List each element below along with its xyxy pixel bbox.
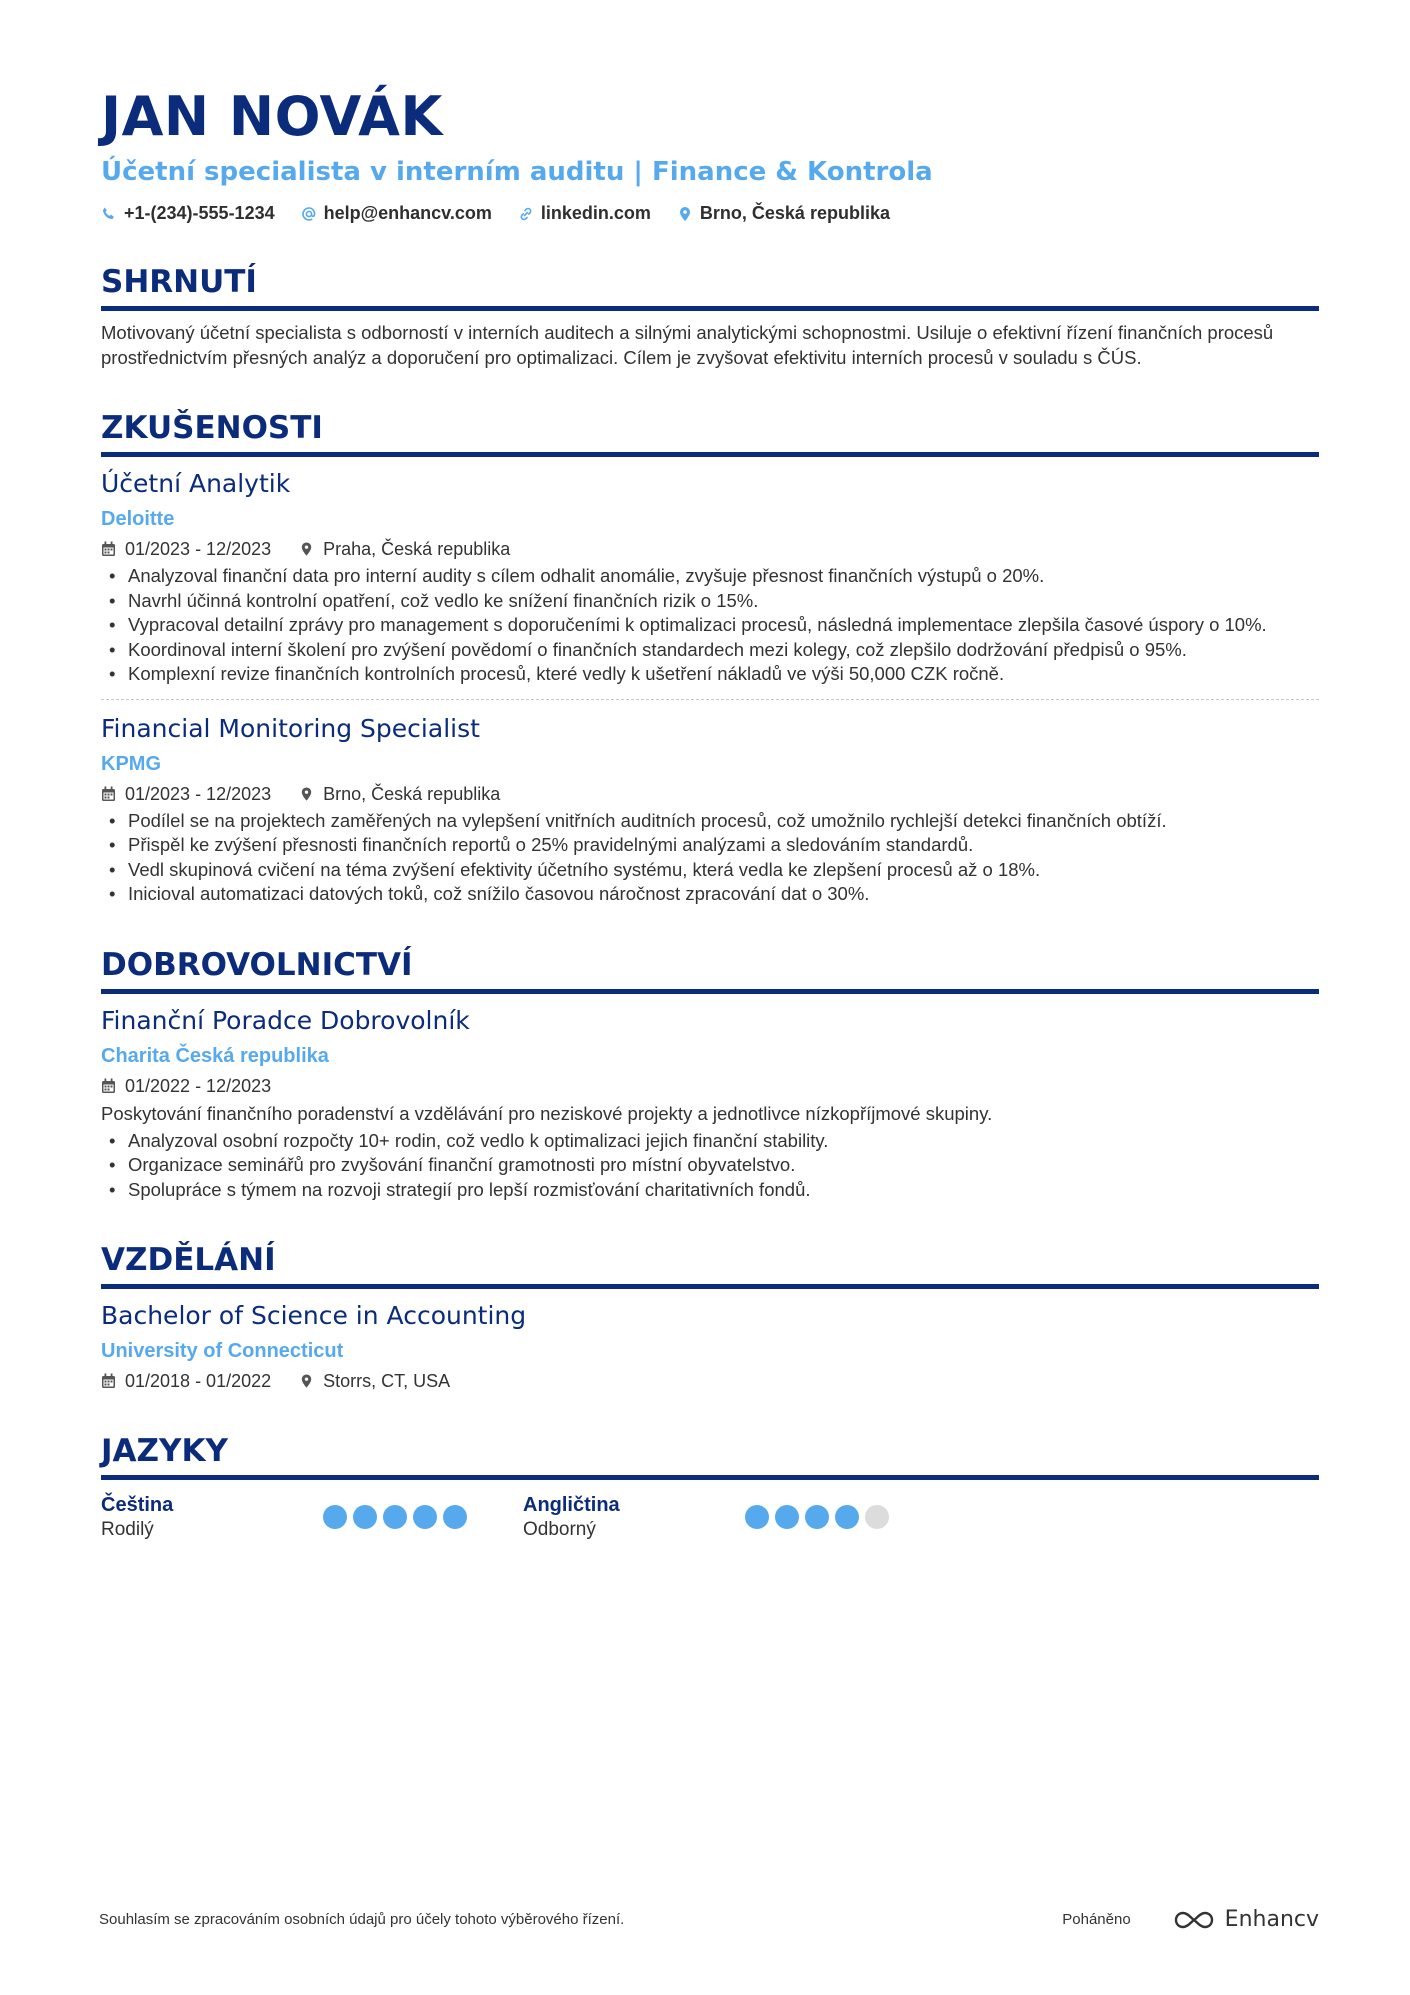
job-location	[299, 537, 510, 561]
education-dates	[101, 1369, 271, 1393]
education-dates-text: 01/2018 - 01/2022	[125, 1371, 272, 1391]
rating-dot-filled	[383, 1505, 407, 1529]
list-item: • Přispěl ke zvýšení přesnosti finančních reportů o 25% pravidelnými analýzami a sledováním standardů.	[101, 833, 1319, 858]
rating-dot-filled	[323, 1505, 347, 1529]
language-name: Čeština	[101, 1494, 174, 1516]
enhancv-logo-icon	[1171, 1908, 1217, 1932]
job-title: Financial Monitoring Specialist	[101, 713, 480, 743]
list-item: • Navrhl účinná kontrolní opatření, což vedlo ke snížení finančních rizik o 15%.	[101, 589, 1319, 614]
school-name: University of Connecticut	[101, 1340, 344, 1362]
job-dates-text: 01/2023 - 12/2023	[125, 539, 272, 559]
calendar-icon	[101, 1373, 116, 1389]
rating-dot-filled	[745, 1505, 769, 1529]
volunteering-section	[101, 945, 1319, 1203]
rating-dot-filled	[413, 1505, 437, 1529]
volunteering-entry	[101, 994, 1319, 1203]
education-heading: VZDĚLÁNÍ	[101, 1240, 1319, 1289]
calendar-icon	[101, 786, 116, 802]
summary-section	[101, 262, 1319, 370]
volunteer-description: Poskytování finančního poradenství a vzdělávání pro neziskové projekty a jednotlivce nízkopříjmové skupiny.	[101, 1102, 993, 1124]
list-item: • Inicioval automatizaci datových toků, což snížilo časovou náročnost zpracování dat o 30%.	[101, 882, 1319, 907]
contact-linkedin[interactable]	[518, 203, 651, 224]
language-name: Angličtina	[523, 1494, 620, 1516]
calendar-icon	[101, 1078, 116, 1094]
contact-bar	[101, 203, 1319, 224]
contact-email-text: help@enhancv.com	[323, 203, 492, 223]
language-text	[523, 1492, 745, 1542]
list-item: • Vypracoval detailní zprávy pro management s doporučeními k optimalizaci procesů, následná implementace zlepšila časové úspory o 10%.	[101, 613, 1319, 638]
job-bullets	[101, 564, 1319, 687]
language-item	[523, 1492, 945, 1542]
job-location-text: Brno, Česká republika	[323, 783, 501, 804]
rating-dot-filled	[353, 1505, 377, 1529]
job-dates	[101, 782, 271, 806]
job-meta	[101, 782, 1319, 806]
location-icon	[299, 1373, 314, 1389]
volunteering-heading: DOBROVOLNICTVÍ	[101, 945, 1319, 994]
list-item: • Podílel se na projektech zaměřených na vylepšení vnitřních auditních procesů, což umožnilo rychlejší detekci finančních obtíží.	[101, 809, 1319, 834]
language-rating	[323, 1505, 467, 1542]
job-dates	[101, 537, 271, 561]
experience-entry	[101, 457, 1319, 687]
language-item	[101, 1492, 523, 1542]
language-rating	[745, 1505, 889, 1542]
company-name: KPMG	[101, 752, 161, 775]
rating-dot-filled	[775, 1505, 799, 1529]
experience-entry	[101, 699, 1319, 907]
resume-page	[101, 85, 1319, 1542]
job-dates-text: 01/2023 - 12/2023	[125, 783, 272, 804]
volunteer-dates-text: 01/2022 - 12/2023	[125, 1075, 272, 1096]
summary-text: Motivovaný účetní specialista s odborností v interních auditech a silnými analytickými schopnostmi. Usiluje o efektivní řízení finančních procesů prostřednictvím přesných analýz a doporučení pro optimalizaci. Cílem je zvyšovat efektivitu interních procesů v souladu s ČÚS.	[101, 322, 1274, 368]
list-item: • Organizace seminářů pro zvyšování finanční gramotnosti pro místní obyvatelstvo.	[101, 1153, 1319, 1178]
location-icon	[299, 541, 314, 557]
contact-phone[interactable]	[101, 203, 275, 224]
job-meta	[101, 537, 1319, 561]
enhancv-logo[interactable]	[1171, 1907, 1319, 1932]
experience-heading: ZKUŠENOSTI	[101, 408, 1319, 457]
languages-section	[101, 1431, 1319, 1542]
candidate-title: Účetní specialista v interním auditu | Finance & Kontrola	[101, 157, 933, 187]
education-entry	[101, 1289, 1319, 1393]
rating-dot-filled	[805, 1505, 829, 1529]
phone-icon	[101, 206, 117, 222]
candidate-name: JAN NOVÁK	[101, 85, 443, 148]
rating-dot-filled	[443, 1505, 467, 1529]
language-level: Odborný	[523, 1519, 596, 1540]
list-item: • Vedl skupinová cvičení na téma zvýšení efektivity účetního systému, která vedla ke zlepšení procesů až o 18%.	[101, 858, 1319, 883]
languages-heading: JAZYKY	[101, 1431, 1319, 1480]
job-title: Účetní Analytik	[101, 469, 291, 498]
rating-dot-filled	[835, 1505, 859, 1529]
experience-section	[101, 408, 1319, 907]
location-icon	[677, 206, 693, 222]
volunteer-bullets	[101, 1129, 1319, 1203]
language-level: Rodilý	[101, 1519, 154, 1540]
calendar-icon	[101, 541, 116, 557]
volunteer-meta	[101, 1074, 1319, 1098]
education-meta	[101, 1369, 1319, 1393]
languages-list	[101, 1492, 1319, 1542]
list-item: • Analyzoval osobní rozpočty 10+ rodin, což vedlo k optimalizaci jejich finanční stability.	[101, 1129, 1319, 1154]
degree-title: Bachelor of Science in Accounting	[101, 1301, 527, 1330]
list-item: • Analyzoval finanční data pro interní audity s cílem odhalit anomálie, zvyšuje přesnost finančních výstupů o 20%.	[101, 564, 1319, 589]
education-location	[299, 1369, 450, 1393]
contact-location-text: Brno, Česká republika	[699, 203, 890, 223]
list-item: • Komplexní revize finančních kontrolních procesů, které vedly k ušetření nákladů ve výši 50,000 CZK ročně.	[101, 662, 1319, 687]
brand-name: Enhancv	[1224, 1907, 1319, 1932]
contact-phone-text: +1-(234)-555-1234	[124, 203, 275, 223]
volunteer-role: Finanční Poradce Dobrovolník	[101, 1005, 470, 1035]
contact-linkedin-text: linkedin.com	[540, 203, 651, 223]
job-location-text: Praha, Česká republika	[323, 539, 511, 559]
company-name: Deloitte	[101, 508, 175, 530]
volunteer-organization: Charita Česká republika	[101, 1044, 329, 1067]
job-bullets	[101, 809, 1319, 907]
list-item: • Spolupráce s týmem na rozvoji strategií pro lepší rozmisťování charitativních fondů.	[101, 1178, 1319, 1203]
list-item: • Koordinoval interní školení pro zvýšení povědomí o finančních standardech mezi kolegy, což zlepšilo dodržování předpisů o 95%.	[101, 638, 1319, 663]
education-section	[101, 1240, 1319, 1393]
footer	[99, 1907, 1319, 1932]
job-location	[299, 782, 500, 806]
summary-heading: SHRNUTÍ	[101, 262, 1319, 311]
rating-dot-empty	[865, 1505, 889, 1529]
language-text	[101, 1492, 323, 1542]
link-icon	[518, 206, 534, 222]
powered-by-label: Poháněno	[1062, 1911, 1131, 1928]
contact-location	[677, 203, 890, 224]
consent-note: Souhlasím se zpracováním osobních údajů pro účely tohoto výběrového řízení.	[99, 1911, 625, 1928]
location-icon	[299, 786, 314, 802]
volunteer-dates	[101, 1074, 271, 1098]
education-location-text: Storrs, CT, USA	[323, 1371, 451, 1391]
contact-email[interactable]	[301, 203, 492, 224]
at-icon	[301, 206, 317, 222]
